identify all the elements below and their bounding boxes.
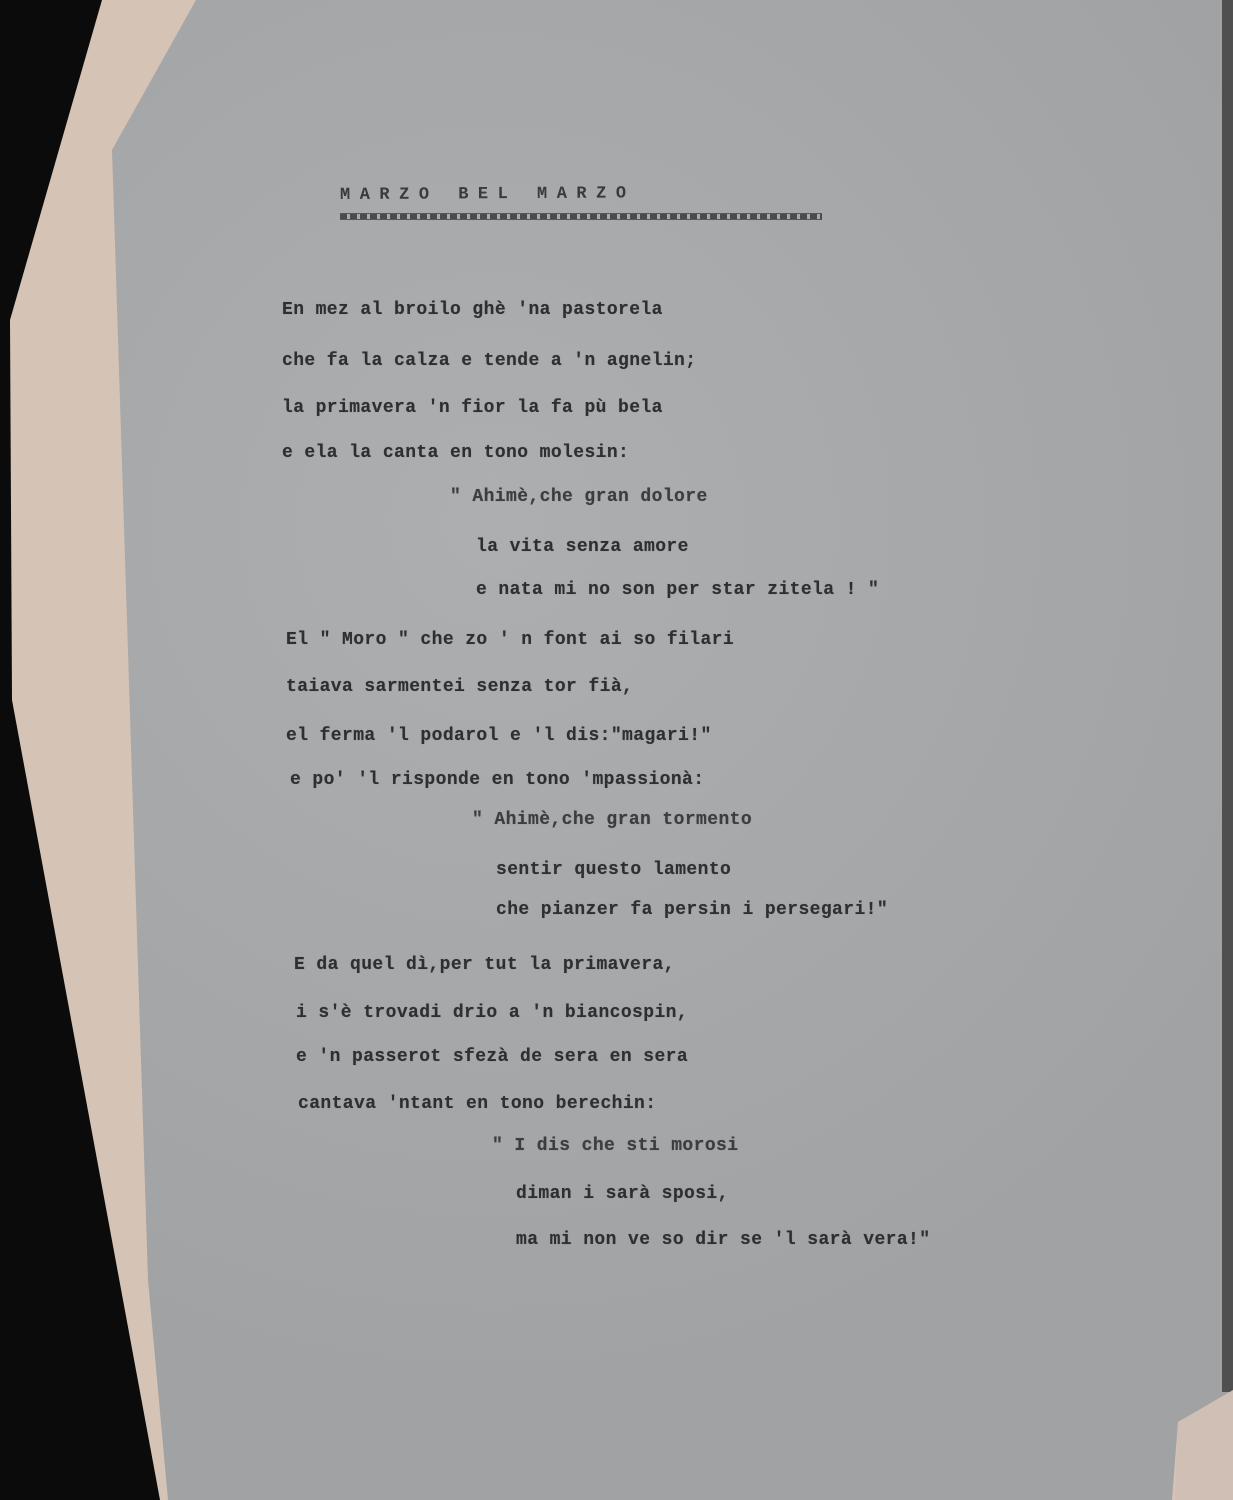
verse-line: e po' 'l risponde en tono 'mpassionà: (290, 770, 705, 790)
refrain-line: che pianzer fa persin i persegari!" (496, 900, 889, 920)
refrain-line: " Ahimè,che gran tormento (472, 810, 753, 830)
refrain-line: e nata mi no son per star zitela ! " (476, 580, 880, 600)
verse-line: e 'n passerot sfezà de sera en sera (296, 1047, 689, 1067)
page-edge-shadow (1222, 0, 1233, 1392)
verse-line: la primavera 'n fior la fa pù bela (282, 398, 663, 418)
refrain-line: ma mi non ve so dir se 'l sarà vera!" (516, 1230, 931, 1250)
refrain-line: sentir questo lamento (496, 860, 732, 880)
verse-line: taiava sarmentei senza tor fià, (286, 677, 634, 697)
poem-title: MARZO BEL MARZO (339, 184, 636, 205)
verse-line: i s'è trovadi drio a 'n biancospin, (296, 1003, 689, 1023)
refrain-line: " Ahimè,che gran dolore (450, 487, 708, 507)
refrain-line: " I dis che sti morosi (492, 1136, 739, 1156)
verse-line: El " Moro " che zo ' n font ai so filari (286, 630, 735, 650)
verse-line: En mez al broilo ghè 'na pastorela (282, 300, 663, 320)
verse-line: e ela la canta en tono molesin: (282, 443, 630, 463)
title-underline (340, 213, 822, 220)
verse-line: che fa la calza e tende a 'n agnelin; (282, 351, 697, 371)
refrain-line: diman i sarà sposi, (516, 1184, 729, 1204)
refrain-line: la vita senza amore (476, 537, 689, 557)
title-block (340, 186, 828, 220)
verse-line: E da quel dì,per tut la primavera, (294, 955, 675, 975)
verse-line: el ferma 'l podarol e 'l dis:"magari!" (286, 726, 712, 746)
verse-line: cantava 'ntant en tono berechin: (298, 1094, 657, 1114)
